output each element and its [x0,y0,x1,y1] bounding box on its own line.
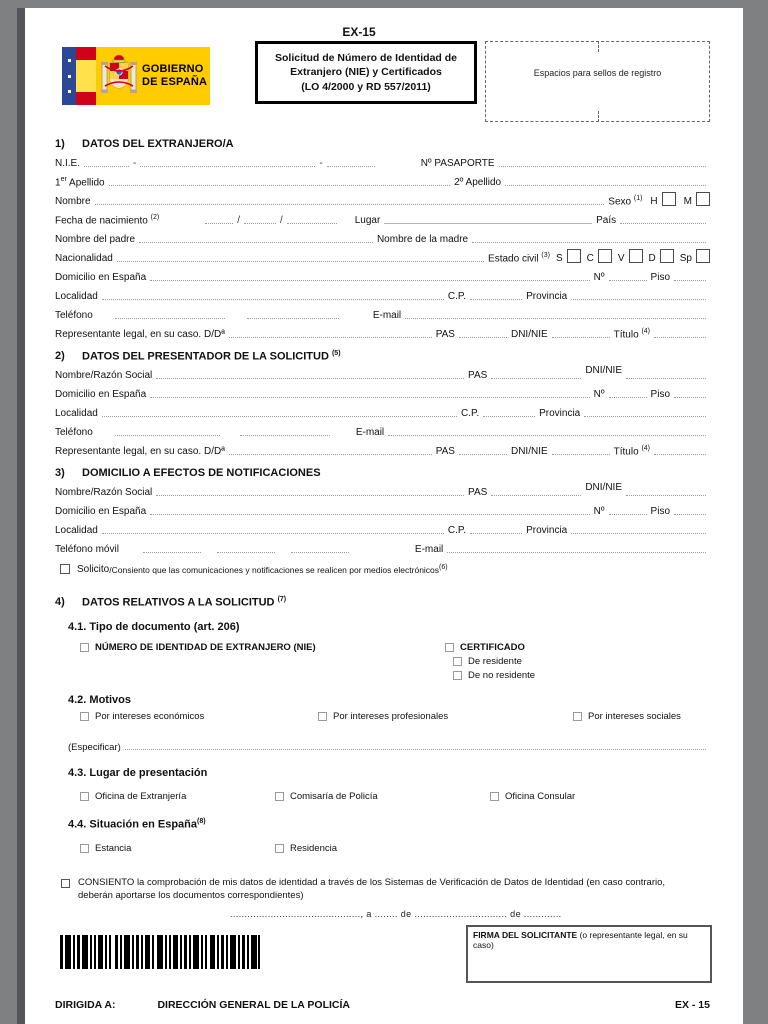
spain-flag-band [76,47,96,105]
field-line[interactable] [609,391,647,398]
label-estado-civil: Estado civil $^{(3)}$ [488,251,550,264]
field-line[interactable] [626,372,706,379]
row-telefono-movil: Teléfono móvil E-mail [55,537,710,556]
label-nombre: Nombre [55,196,91,207]
signature-box[interactable] [466,925,712,983]
checkbox-sexo-h[interactable] [662,192,676,206]
label-nie: N.I.E. [55,158,81,169]
bottom-block [55,925,710,989]
row-domicilio-1: Domicilio en España Nº Piso [55,265,710,284]
field-line[interactable] [115,429,220,436]
field-line[interactable] [125,743,706,750]
field-line[interactable] [459,331,507,338]
row-padres [55,227,710,246]
signature-label-note: (o representante legal, en su caso) [473,929,688,950]
field-line[interactable] [327,160,375,167]
form-title: Solicitud de Número de Identidad de Extranjero (NIE) y Certificados [274,52,458,79]
checkbox-de-no-residente[interactable] [453,671,462,680]
field-line[interactable] [447,546,706,553]
field-line[interactable] [102,293,444,300]
checkbox-oficina-consular[interactable] [490,792,499,801]
field-line[interactable] [143,546,201,553]
field-line[interactable] [205,217,233,224]
field-line[interactable] [472,236,706,243]
page-edge-shadow [17,8,25,1024]
field-line[interactable] [384,217,592,224]
field-line[interactable] [244,217,276,224]
field-line[interactable] [626,489,706,496]
form-law: (LO 4/2000 y RD 557/2011) [301,80,431,93]
field-line[interactable] [115,312,225,319]
field-line[interactable] [229,448,432,455]
row-representante-2: Representante legal, en su caso. D/Dª PAS DNI/NIE Título $^{(4)}$ [55,439,710,458]
field-line[interactable] [405,312,706,319]
field-line[interactable] [499,160,706,167]
option-certificado: CERTIFICADO [445,642,525,653]
field-line[interactable] [483,410,535,417]
label-fecha: Fecha de nacimiento $^{(2)}$ [55,213,160,226]
field-line[interactable] [388,429,706,436]
form-code-top: EX-15 [342,25,376,39]
field-line[interactable] [470,527,522,534]
label-titulo: Título $^{(4)}$ [613,327,650,340]
field-line[interactable] [609,508,647,515]
field-line[interactable] [102,410,457,417]
stamp-note: Espacios para sellos de registro [533,68,662,78]
field-line[interactable] [552,331,610,338]
subsection-41-heading: 4.1. Tipo de documento (art. 206) [68,621,240,633]
option-nie: NÚMERO DE IDENTIDAD DE EXTRANJERO (NIE) [80,642,316,653]
checkbox-sexo-m[interactable] [696,192,710,206]
field-line[interactable] [654,331,706,338]
field-line[interactable] [139,236,373,243]
option-intereses-profesionales: Por intereses profesionales [318,711,448,722]
field-line[interactable] [491,489,581,496]
field-line[interactable] [150,508,590,515]
checkbox-de-residente[interactable] [453,657,462,666]
spain-coat-of-arms-icon [96,47,142,105]
row-razon-3: Nombre/Razón Social PAS DNI/NIE [55,480,710,499]
checkbox-intereses-profesionales[interactable] [318,712,327,721]
checkbox-consent-electronic[interactable] [60,564,70,574]
stamp-area [485,41,710,122]
field-line[interactable] [109,179,450,186]
field-line[interactable] [156,372,464,379]
field-line[interactable] [84,160,129,167]
field-line[interactable] [140,160,315,167]
option-intereses-economicos: Por intereses económicos [80,711,204,722]
label-pais: País [596,215,617,226]
checkbox-nie[interactable] [80,643,89,652]
section4-heading: 4) DATOS RELATIVOS A LA SOLICITUD $^{(7)}$ [55,596,287,609]
row-telefono-2: Teléfono E-mail [55,420,710,439]
signature-label: FIRMA DEL SOLICITANTE [473,929,578,940]
form-title-box [255,41,477,104]
field-line[interactable] [291,546,349,553]
row-apellidos [55,170,710,189]
section1-heading: 1) DATOS DEL EXTRANJERO/A [55,138,234,150]
field-line[interactable] [584,410,706,417]
field-line[interactable] [150,391,590,398]
checkbox-certificado[interactable] [445,643,454,652]
option-de-residente: De residente [453,656,522,667]
field-line[interactable] [674,508,706,515]
row-especificar: (Especificar) [68,739,710,753]
field-line[interactable] [287,217,337,224]
motivos-options [55,711,710,725]
checkbox-intereses-sociales[interactable] [573,712,582,721]
row-representante-1: Representante legal, en su caso. D/Dª PAS DNI/NIE Título $^{(4)}$ [55,322,710,341]
checkbox-residencia[interactable] [275,844,284,853]
row-razon-2: Nombre/Razón Social PAS DNI/NIE [55,363,710,382]
row-telefono-1: Teléfono E-mail [55,303,710,322]
row-fecha-nacimiento: Fecha de nacimiento $^{(2)}$ / / Lugar País [55,208,710,227]
consent-electronic-prefix: Solicito [77,564,110,575]
stamp-divider-top [598,41,599,52]
consent-electronic-text: /Consiento que las comunicaciones y notificaciones se realicen por medios electrónicos$^{(6)}$ [109,563,448,575]
field-line[interactable] [491,372,581,379]
field-line[interactable] [150,274,590,281]
checkbox-estado-d[interactable] [660,249,674,263]
field-line[interactable] [117,255,484,262]
label-nacionalidad: Nacionalidad [55,253,113,264]
label-padre: Nombre del padre [55,234,136,245]
field-line[interactable] [674,274,706,281]
label-titulo: Título $^{(4)}$ [613,444,650,457]
checkbox-estado-sp[interactable] [696,249,710,263]
field-line[interactable] [247,312,339,319]
row-nie: N.I.E. - - Nº PASAPORTE [55,151,710,170]
section2-heading: 2) DATOS DEL PRESENTADOR DE LA SOLICITUD $^{(5)}$ [55,350,341,363]
barcode [60,935,260,969]
dirigida-value: DIRECCIÓN GENERAL DE LA POLICÍA [157,998,350,1011]
field-line[interactable] [156,489,464,496]
dirigida-label: DIRIGIDA A: [55,998,116,1011]
field-line[interactable] [229,331,432,338]
field-line[interactable] [552,448,610,455]
field-line[interactable] [654,448,706,455]
field-line[interactable] [505,179,706,186]
subsection-44-heading: 4.4. Situación en España$^{(8)}$ [68,818,206,831]
row-consiento [55,876,710,903]
situacion-options [55,843,710,857]
checkbox-comisaria-policia[interactable] [275,792,284,801]
option-intereses-sociales: Por intereses sociales [573,711,681,722]
option-oficina-extranjeria: Oficina de Extranjería [80,791,186,802]
row-nombre: Nombre Sexo $^{(1)}$ H M [55,189,710,208]
row-domicilio-3: Domicilio en España Nº Piso [55,499,710,518]
option-residencia: Residencia [275,843,337,854]
field-line[interactable] [571,293,706,300]
field-line[interactable] [571,527,706,534]
option-estancia: Estancia [80,843,131,854]
option-de-no-residente: De no residente [453,670,535,681]
row-domicilio-2: Domicilio en España Nº Piso [55,382,710,401]
consiento-text: CONSIENTO la comprobación de mis datos de identidad a través de los Sistemas de Verificación de Datos de Identidad (en caso contrario, deberán aportarse los documentos correspondientes) [78,877,666,902]
field-line[interactable] [459,448,507,455]
footer-row [55,999,710,1011]
label-pasaporte: Nº PASAPORTE [420,158,495,169]
stamp-divider-bottom [598,111,599,122]
subsection-42-heading: 4.2. Motivos [68,694,131,706]
checkbox-estado-s[interactable] [567,249,581,263]
field-line[interactable] [620,217,706,224]
field-line[interactable] [674,391,706,398]
field-line[interactable] [470,293,522,300]
gobierno-espana-logo [62,47,210,105]
option-oficina-consular: Oficina Consular [490,791,575,802]
form-page [25,8,743,1024]
form-code-footer: EX - 15 [674,998,710,1011]
option-comisaria-policia: Comisaría de Policía [275,791,378,802]
checkbox-estancia[interactable] [80,844,89,853]
tipo-documento-options [55,642,710,684]
checkbox-estado-v[interactable] [629,249,643,263]
field-line[interactable] [102,527,444,534]
row-localidad-3: Localidad C.P. Provincia [55,518,710,537]
field-line[interactable] [95,198,605,205]
checkbox-consiento[interactable] [61,879,70,888]
label-sexo: Sexo $^{(1)}$ [608,194,643,207]
field-line[interactable] [240,429,330,436]
checkbox-estado-c[interactable] [598,249,612,263]
checkbox-oficina-extranjeria[interactable] [80,792,89,801]
label-apellido1: 1er Apellido [55,175,105,188]
section3-heading: 3) DOMICILIO A EFECTOS DE NOTIFICACIONES [55,467,321,479]
row-consent-electronic [55,562,710,576]
label-lugar: Lugar [354,215,381,226]
row-nacionalidad: Nacionalidad Estado civil $^{(3)}$ S C V D Sp [55,246,710,265]
subsection-43-heading: 4.3. Lugar de presentación [68,767,208,779]
label-madre: Nombre de la madre [376,234,469,245]
row-localidad-1: Localidad C.P. Provincia [55,284,710,303]
label-apellido2: 2º Apellido [454,177,502,188]
field-line[interactable] [217,546,275,553]
date-line[interactable]: ............................................., a ........ de ................................ de ............. [230,908,562,919]
checkbox-intereses-economicos[interactable] [80,712,89,721]
lugar-options [55,791,710,805]
row-localidad-2: Localidad C.P. Provincia [55,401,710,420]
flag-blue-band [62,47,76,105]
logo-wordmark: GOBIERNO DE ESPAÑA [142,63,208,88]
field-line[interactable] [609,274,647,281]
